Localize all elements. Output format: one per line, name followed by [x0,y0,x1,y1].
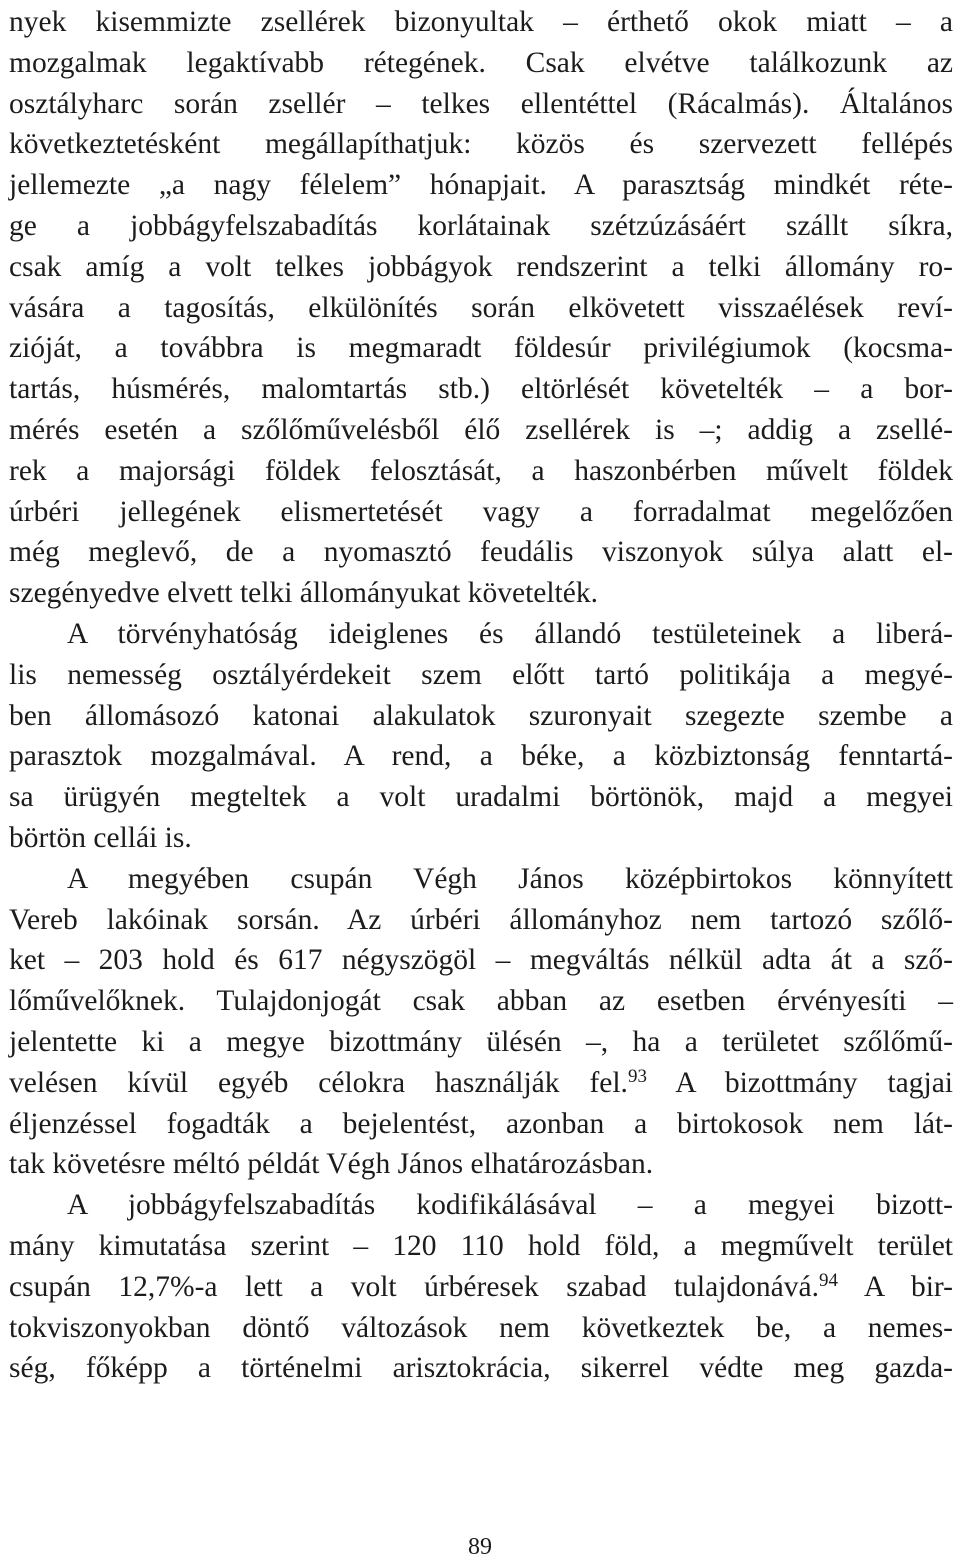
text-line: sa ürügyén megteltek a volt uradalmi börtönök, majd a megyei [9,781,953,814]
paragraph [9,2,953,614]
text-line: csak amíg a volt telkes jobbágyok rendszerint a telki állomány ro- [9,250,953,283]
text-line: mérés esetén a szőlőművelésből élő zsellérek is –; addig a zsellé- [9,413,953,446]
paragraph [9,614,953,859]
text-line: lis nemesség osztályérdekeit szem előtt tartó politikája a megyé- [9,658,953,691]
text-line: Vereb lakóinak sorsán. Az úrbéri állományhoz nem tartozó szőlő- [9,903,953,936]
text-line: tak követésre méltó példát Végh János elhatározásban. [9,1148,654,1181]
text-line: mány kimutatása szerint – 120 110 hold föld, a megművelt terület [9,1229,953,1262]
text-line: ge a jobbágyfelszabadítás korlátainak szétzúzásáért szállt síkra, [9,209,953,242]
text-line: A megyében csupán Végh János középbirtokos könnyített [67,862,953,895]
text-line: éljenzéssel fogadták a bejelentést, azonban a birtokosok nem lát- [9,1107,953,1140]
text-line: rek a majorsági földek felosztását, a haszonbérben művelt földek [9,454,953,487]
text-line: ség, főképp a történelmi arisztokrácia, sikerrel védte meg gazda- [9,1352,953,1385]
text-line: mozgalmak legaktívabb rétegének. Csak elvétve találkozunk az [9,46,953,79]
text-line: csupán 12,7%-a lett a volt úrbéresek szabad tulajdonává.$^{94}$ A bir- [9,1269,953,1303]
text-line: zióját, a továbbra is megmaradt földesúr privilégiumok (kocsma- [9,332,953,365]
text-line: parasztok mozgalmával. A rend, a béke, a közbiztonság fenntartá- [9,740,953,773]
text-line: jelentette ki a megye bizottmány ülésén –, ha a területet szőlőmű- [9,1025,953,1058]
text-line: még meglevő, de a nyomasztó feudális viszonyok súlya alatt el- [9,536,953,569]
text-line: börtön cellái is. [9,821,192,854]
paragraph [9,1185,953,1389]
text-line: nyek kisemmizte zsellérek bizonyultak – érthető okok miatt – a [9,6,953,38]
text-line: osztályharc során zsellér – telkes ellentéttel (Rácalmás). Általános [9,87,953,120]
page-body [9,2,953,1389]
text-line: A törvényhatóság ideiglenes és állandó testületeinek a liberá- [67,617,953,650]
text-line: úrbéri jellegének elismertetését vagy a forradalmat megelőzően [9,495,953,528]
text-line: lőművelőknek. Tulajdonjogát csak abban az esetben érvényesíti – [9,985,953,1018]
text-line: ben állomásozó katonai alakulatok szuronyait szegezte szembe a [9,699,953,732]
text-line: vására a tagosítás, elkülönítés során elkövetett visszaélések reví- [9,291,953,324]
footnote-marker: 93 [627,1065,647,1087]
text-line: A jobbágyfelszabadítás kodifikálásával – a megyei bizott- [67,1189,953,1222]
footnote-marker: 94 [818,1269,838,1291]
text-line: jellemezte „a nagy félelem” hónapjait. A parasztság mindkét réte- [9,169,953,202]
page-number: 89 [468,1534,492,1560]
text-line: szegényedve elvett telki állományukat követelték. [9,577,598,610]
text-line: velésen kívül egyéb célokra használják fel.$^{93}$ A bizottmány tagjai [9,1065,953,1099]
text-line: tartás, húsmérés, malomtartás stb.) eltörlését követelték – a bor- [9,373,953,406]
text-line: tokviszonyokban döntő változások nem következtek be, a nemes- [9,1311,953,1344]
text-line: ket – 203 hold és 617 négyszögöl – megváltás nélkül adta át a sző- [9,944,953,977]
text-line: következtetésként megállapíthatjuk: közös és szervezett fellépés [9,128,953,161]
paragraph [9,859,953,1185]
